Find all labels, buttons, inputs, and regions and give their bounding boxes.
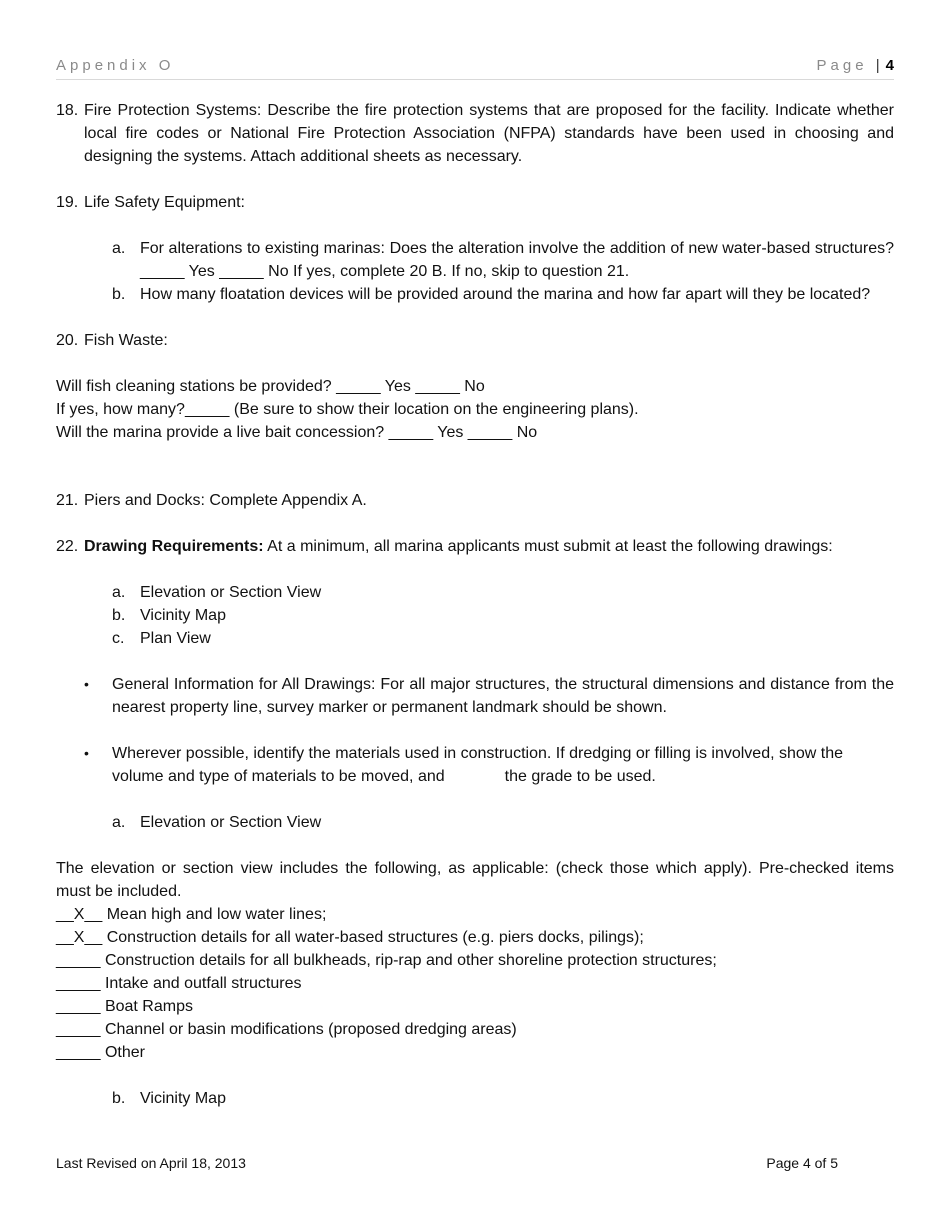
drawing-list: [56, 581, 894, 650]
item-text: Plan View: [140, 630, 211, 647]
item-text: For alterations to existing marinas: Does the alteration involve the addition of new water-based structures? _____ Yes _____ No If yes, complete 20 B. If no, skip to question 21.: [140, 240, 894, 280]
checklist-item: _____ Boat Ramps: [56, 998, 193, 1015]
list-item: [56, 627, 894, 650]
checklist-item: __X__ Mean high and low water lines;: [56, 906, 327, 923]
page-word: Page: [816, 57, 868, 74]
fish-cleaning-line: Will fish cleaning stations be provided? _____ Yes _____ No: [56, 378, 485, 395]
bullet-text-part2: the grade to be used.: [504, 768, 656, 785]
question-text: Fish Waste:: [84, 332, 168, 349]
document-body: [56, 99, 894, 1110]
page-indicator: [817, 57, 894, 74]
question-number: 22.: [56, 538, 79, 555]
checklist-item: _____ Construction details for all bulkheads, rip-rap and other shoreline protection structures;: [56, 952, 717, 969]
fish-cleaning-count-line: If yes, how many?_____ (Be sure to show their location on the engineering plans).: [56, 401, 639, 418]
question-number: 21.: [56, 492, 79, 509]
item-letter: b.: [112, 607, 126, 624]
bullet-text: [112, 742, 894, 788]
page-count: Page 4 of 5: [766, 1155, 838, 1171]
bullet-text-part1: Wherever possible, identify the materials used in construction. If dredging or filling is involved, show the volume and type of materials to be moved, and: [112, 745, 844, 785]
question-number: 20.: [56, 332, 79, 349]
elevation-intro: The elevation or section view includes the following, as applicable: (check those which apply). Pre-checked items must be included.: [56, 860, 894, 900]
appendix-label: Appendix O: [56, 57, 175, 74]
item-letter: a.: [112, 814, 126, 831]
question-text: [84, 535, 894, 558]
question-19: [56, 191, 894, 214]
item-letter: a.: [112, 240, 126, 257]
question-22: [56, 535, 894, 558]
page-header: [56, 57, 894, 80]
item-text: Elevation or Section View: [140, 584, 322, 601]
question-19a: [56, 237, 894, 283]
list-item: [56, 581, 894, 604]
section-b-heading: [56, 1087, 894, 1110]
checklist-item: _____ Channel or basin modifications (proposed dredging areas): [56, 1021, 517, 1038]
bullet-text: General Information for All Drawings: For all major structures, the structural dimensions and distance from the nearest property line, survey marker or permanent landmark should be shown.: [112, 676, 894, 716]
page-number: 4: [885, 57, 894, 74]
checklist-item: _____ Other: [56, 1044, 145, 1061]
question-19b: [56, 283, 894, 306]
checklist-item: __X__ Construction details for all water-based structures (e.g. piers docks, pilings);: [56, 929, 644, 946]
item-text: Elevation or Section View: [140, 814, 322, 831]
question-21: [56, 489, 894, 512]
question-18: [56, 99, 894, 168]
question-number: 18.: [56, 102, 79, 119]
item-letter: c.: [112, 630, 125, 647]
question-number: 19.: [56, 194, 79, 211]
page-separator: |: [875, 57, 880, 74]
last-revised: Last Revised on April 18, 2013: [56, 1155, 246, 1171]
item-letter: b.: [112, 286, 126, 303]
item-letter: a.: [112, 584, 126, 601]
bullet-materials: [56, 742, 894, 788]
bullet-icon: •: [84, 745, 89, 761]
item-letter: b.: [112, 1090, 126, 1107]
item-text: Vicinity Map: [140, 1090, 226, 1107]
item-text: Vicinity Map: [140, 607, 226, 624]
question-text: Fire Protection Systems: Describe the fire protection systems that are proposed for the facility. Indicate whether local fire codes or National Fire Protection Association (NFPA) standards have been used in choosing and designing the systems. Attach additional sheets as necessary.: [84, 102, 894, 165]
drawing-requirements-text: At a minimum, all marina applicants must submit at least the following drawings:: [263, 538, 833, 555]
question-text: Life Safety Equipment:: [84, 194, 245, 211]
item-text: How many floatation devices will be provided around the marina and how far apart will they be located?: [140, 286, 871, 303]
checklist-item: _____ Intake and outfall structures: [56, 975, 302, 992]
question-20: [56, 329, 894, 352]
section-a-heading: [56, 811, 894, 834]
elevation-checklist: [56, 903, 894, 1064]
drawing-requirements-heading: Drawing Requirements:: [84, 538, 264, 555]
question-text: Piers and Docks: Complete Appendix A.: [84, 492, 367, 509]
list-item: [56, 604, 894, 627]
live-bait-line: Will the marina provide a live bait concession? _____ Yes _____ No: [56, 424, 538, 441]
bullet-general-info: [56, 673, 894, 719]
bullet-icon: •: [84, 676, 89, 692]
